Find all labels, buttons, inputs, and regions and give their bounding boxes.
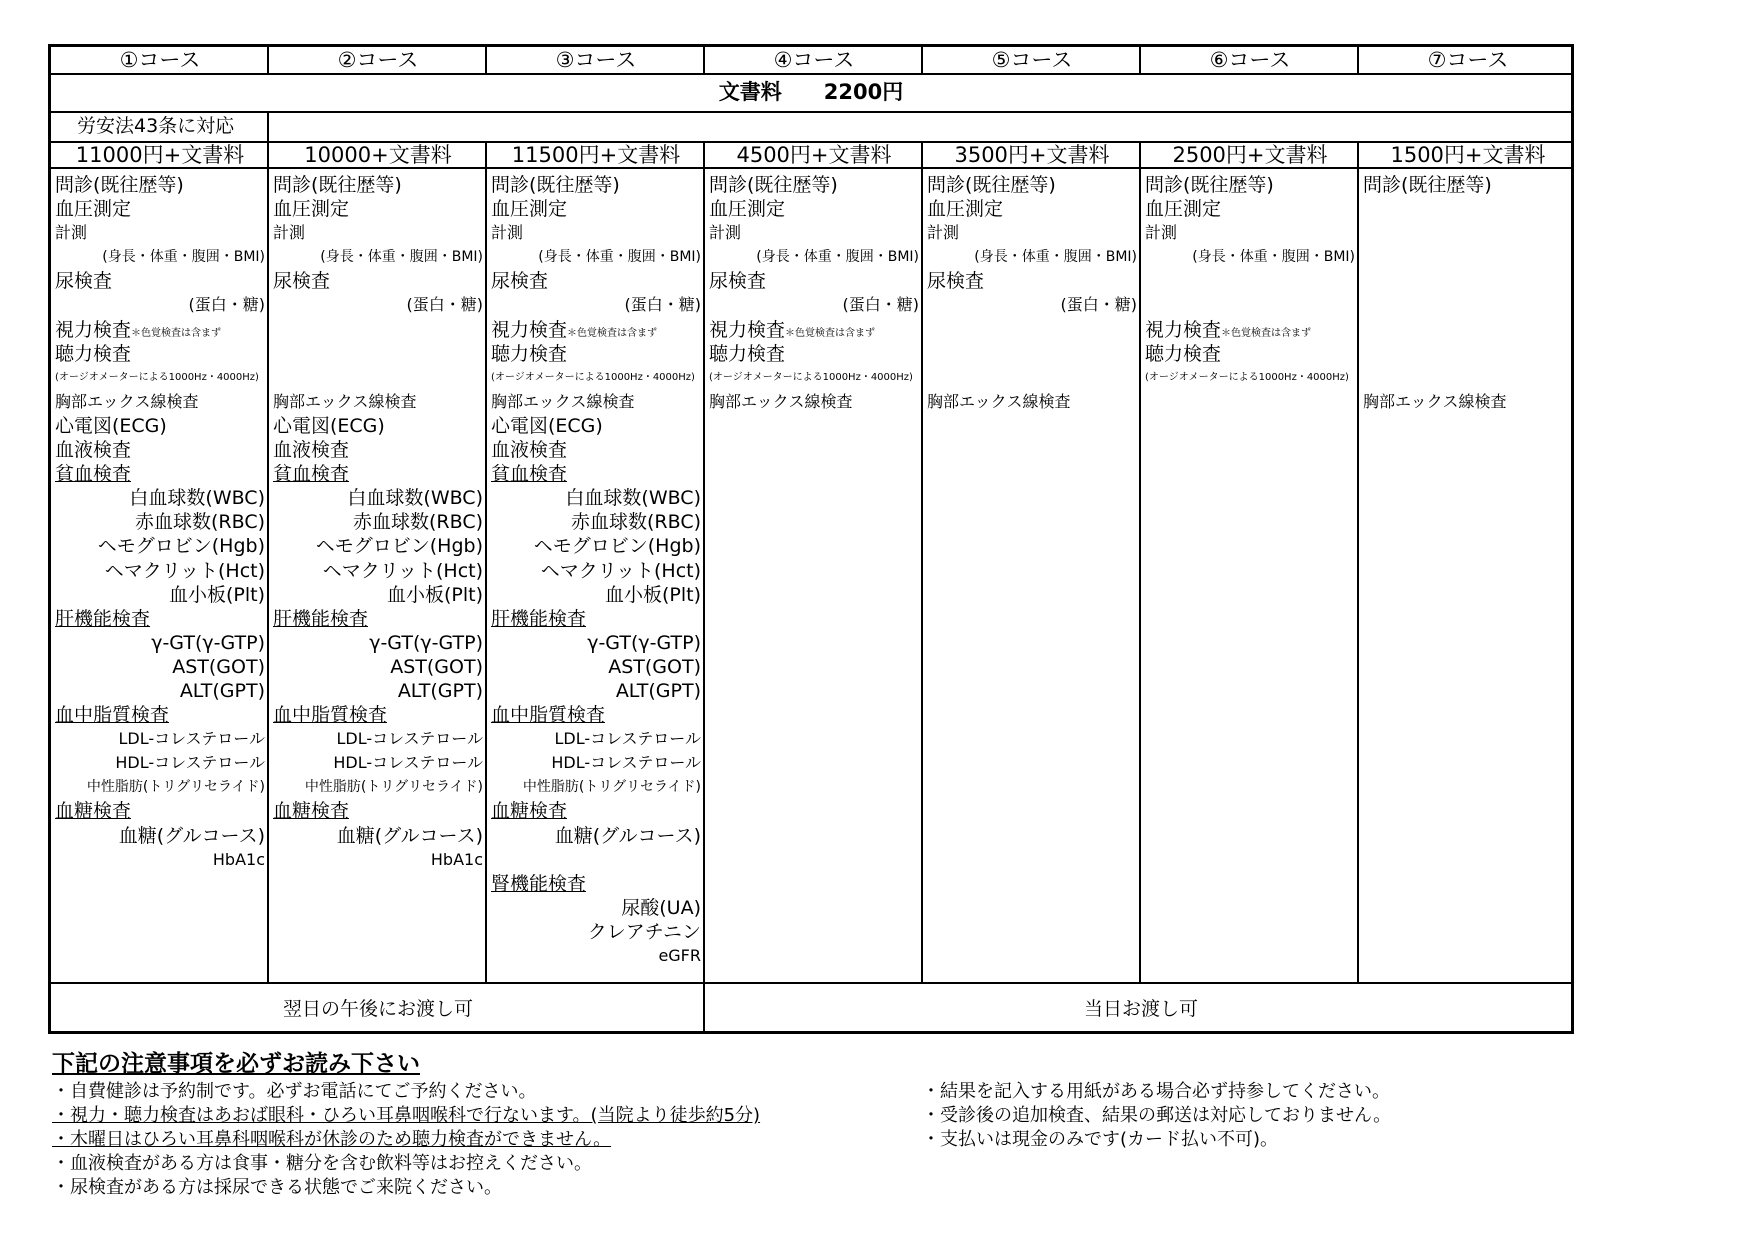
exam-item	[491, 221, 701, 245]
exam-list-course-1	[51, 169, 269, 972]
exam-item	[491, 173, 701, 197]
exam-item	[491, 510, 701, 534]
exam-item	[273, 848, 483, 872]
note-line: ・受診後の追加検査、結果の郵送は対応しておりません。	[922, 1105, 1392, 1126]
exam-item-label: ヘモグロビン(Hgb)	[97, 535, 265, 558]
exam-item-label: 尿酸(UA)	[621, 896, 701, 919]
exam-item	[55, 390, 265, 414]
exam-item	[55, 824, 265, 848]
exam-item	[55, 751, 265, 775]
exam-item-label: (オージオメーターによる1000Hz・4000Hz)	[709, 371, 913, 383]
exam-item-label: 血糖検査	[55, 800, 132, 823]
exam-item	[55, 221, 265, 245]
exam-item	[55, 366, 265, 390]
exam-item-label: 血小板(Plt)	[168, 583, 265, 606]
exam-item-label: LDL-コレステロール	[336, 729, 483, 749]
exam-item	[1145, 269, 1355, 293]
exam-item	[55, 318, 265, 342]
exam-item	[491, 631, 701, 655]
exam-item	[55, 775, 265, 799]
note-line: ・尿検査がある方は採尿できる状態でご来院ください。	[52, 1177, 502, 1198]
exam-item-label: 血液検査	[55, 439, 132, 462]
exam-item-label: 血糖(グルコース)	[118, 824, 265, 847]
document-fee: 文書料 2200円	[718, 80, 904, 104]
exam-item	[491, 269, 701, 293]
exam-item	[491, 920, 701, 944]
exam-item	[273, 462, 483, 486]
exam-item	[273, 679, 483, 703]
exam-item-label: 白血球数(WBC)	[129, 487, 265, 510]
exam-item-label: 肝機能検査	[491, 607, 587, 630]
exam-item-label: 計測	[273, 223, 306, 243]
exam-item-label: 問診(既往歴等)	[709, 174, 838, 196]
exam-item	[1363, 366, 1573, 390]
exam-item-label: 尿検査	[709, 270, 767, 293]
exam-item-label: 中性脂肪(トリグリセライド)	[86, 779, 265, 796]
exam-item	[927, 269, 1137, 293]
exam-item-label: (身長・体重・腹囲・BMI)	[320, 249, 483, 266]
exam-item-label: γ-GT(γ-GTP)	[151, 631, 265, 654]
exam-item-label: 血小板(Plt)	[386, 583, 483, 606]
exam-item-label: HDL-コレステロール	[333, 753, 483, 773]
exam-item	[491, 679, 701, 703]
exam-item	[1363, 390, 1573, 414]
exam-item	[273, 824, 483, 848]
exam-item-label: (蛋白・糖)	[406, 295, 483, 315]
note-line: ・自費健診は予約制です。必ずお電話にてご予約ください。	[52, 1081, 537, 1102]
law-note: 労安法43条に対応	[77, 115, 235, 137]
exam-item-label: HDL-コレステロール	[551, 753, 701, 773]
exam-item-label: 胸部エックス線検査	[55, 391, 199, 411]
exam-item	[55, 342, 265, 366]
note-line: ・視力・聴力検査はあおば眼科・ひろい耳鼻咽喉科で行ないます。(当院より徒歩約5分)	[52, 1105, 761, 1126]
exam-item	[55, 848, 265, 872]
exam-item	[273, 318, 483, 342]
exam-item	[491, 366, 701, 390]
exam-item-label: 尿検査	[927, 270, 985, 293]
exam-item	[927, 342, 1137, 366]
exam-item-label: 胸部エックス線検査	[491, 391, 635, 411]
exam-item-label: 中性脂肪(トリグリセライド)	[304, 779, 483, 796]
exam-item-label: 計測	[709, 223, 742, 243]
exam-item	[709, 173, 919, 197]
exam-item	[273, 366, 483, 390]
exam-item-label: (オージオメーターによる1000Hz・4000Hz)	[55, 371, 259, 383]
exam-item	[491, 703, 701, 727]
exam-item-label: 血圧測定	[927, 198, 1004, 221]
exam-item	[273, 727, 483, 751]
note-line: ・木曜日はひろい耳鼻科咽喉科が休診のため聴力検査ができません。	[52, 1129, 612, 1150]
exam-item-label: 白血球数(WBC)	[565, 487, 701, 510]
exam-item-label: 血液検査	[273, 439, 350, 462]
exam-item	[1145, 173, 1355, 197]
exam-item	[55, 631, 265, 655]
exam-item-label: 聴力検査	[1145, 342, 1222, 365]
exam-item	[55, 583, 265, 607]
exam-item	[491, 342, 701, 366]
price-course-5: 3500円+文書料	[954, 143, 1110, 167]
exam-item	[55, 462, 265, 486]
exam-item-label: 血糖(グルコース)	[554, 824, 701, 847]
exam-item-label: eGFR	[658, 946, 701, 965]
exam-item	[709, 342, 919, 366]
exam-item-label: 計測	[1145, 223, 1178, 243]
exam-item-label: 腎機能検査	[491, 872, 587, 895]
exam-item-label: LDL-コレステロール	[554, 729, 701, 749]
exam-list-course-3	[487, 169, 705, 972]
exam-item	[273, 390, 483, 414]
price-course-2: 10000+文書料	[304, 143, 452, 167]
exam-list-course-7	[1359, 169, 1577, 972]
exam-item	[273, 414, 483, 438]
exam-item	[273, 510, 483, 534]
exam-item	[927, 197, 1137, 221]
notes-right-list	[922, 1080, 1391, 1152]
exam-item-label: 聴力検査	[709, 342, 786, 365]
exam-item-label: 血圧測定	[1145, 198, 1222, 221]
row-divider	[51, 73, 1571, 75]
exam-item-label: 尿検査	[273, 270, 331, 293]
exam-item-label: 血糖検査	[273, 800, 350, 823]
course-header-2: ②コース	[337, 48, 419, 72]
exam-item	[1145, 318, 1355, 342]
exam-item-label: AST(GOT)	[390, 655, 483, 678]
exam-item	[491, 390, 701, 414]
exam-item	[491, 824, 701, 848]
course-header-3: ③コース	[555, 48, 637, 72]
exam-item	[273, 583, 483, 607]
exam-item-label: ALT(GPT)	[615, 679, 701, 702]
exam-item-label: 血圧測定	[491, 198, 568, 221]
exam-item	[55, 534, 265, 558]
exam-item-label: AST(GOT)	[608, 655, 701, 678]
row-divider	[51, 982, 1571, 984]
exam-item	[709, 197, 919, 221]
exam-item	[927, 293, 1137, 317]
exam-item-label: 白血球数(WBC)	[347, 487, 483, 510]
exam-item	[55, 269, 265, 293]
exam-item	[55, 486, 265, 510]
course-header-6: ⑥コース	[1209, 48, 1291, 72]
exam-item-label: γ-GT(γ-GTP)	[369, 631, 483, 654]
exam-item-note: ＊色覚検査は含まず	[131, 327, 222, 339]
exam-item	[709, 366, 919, 390]
exam-item	[273, 534, 483, 558]
exam-item-label: ヘモグロビン(Hgb)	[533, 535, 701, 558]
exam-item-label: 赤血球数(RBC)	[135, 511, 265, 534]
exam-item	[491, 607, 701, 631]
exam-item-label: 血中脂質検査	[55, 704, 170, 727]
exam-item-label: (身長・体重・腹囲・BMI)	[538, 249, 701, 266]
exam-item-label: 血液検査	[491, 439, 568, 462]
exam-item-label: AST(GOT)	[172, 655, 265, 678]
exam-item-label: 視力検査	[55, 318, 132, 341]
exam-item-label: 胸部エックス線検査	[927, 391, 1071, 411]
delivery-same-day: 当日お渡し可	[1083, 998, 1198, 1020]
exam-item-note: ＊色覚検査は含まず	[1221, 327, 1312, 339]
course-table	[48, 44, 1574, 1034]
exam-item	[55, 245, 265, 269]
delivery-next-day: 翌日の午後にお渡し可	[282, 998, 473, 1020]
exam-item	[273, 703, 483, 727]
price-course-4: 4500円+文書料	[736, 143, 892, 167]
course-header-5: ⑤コース	[991, 48, 1073, 72]
exam-item-label: (身長・体重・腹囲・BMI)	[974, 249, 1137, 266]
exam-item	[1363, 197, 1573, 221]
exam-item	[273, 197, 483, 221]
exam-item	[491, 486, 701, 510]
notes-left-list	[52, 1080, 760, 1200]
exam-item-label: LDL-コレステロール	[118, 729, 265, 749]
exam-list-course-2	[269, 169, 487, 972]
exam-item	[927, 221, 1137, 245]
exam-item-label: 尿検査	[55, 270, 113, 293]
exam-item	[709, 293, 919, 317]
exam-item	[709, 269, 919, 293]
exam-item-label: (身長・体重・腹囲・BMI)	[102, 249, 265, 266]
exam-item-label: ヘマクリット(Hct)	[104, 559, 265, 582]
exam-item-label: 視力検査	[709, 318, 786, 341]
exam-item	[273, 269, 483, 293]
exam-item-label: 計測	[55, 223, 88, 243]
exam-item-label: 胸部エックス線検査	[709, 391, 853, 411]
exam-item-label: 血中脂質検査	[273, 704, 388, 727]
exam-item	[1145, 245, 1355, 269]
exam-item-label: 計測	[927, 223, 960, 243]
exam-item-label: 血圧測定	[709, 198, 786, 221]
exam-item-label: (蛋白・糖)	[624, 295, 701, 315]
exam-item	[491, 293, 701, 317]
exam-item-label: 肝機能検査	[55, 607, 151, 630]
exam-item	[927, 318, 1137, 342]
col-divider	[267, 111, 269, 141]
exam-item-label: 問診(既往歴等)	[273, 174, 402, 196]
exam-item	[709, 221, 919, 245]
exam-item-label: 肝機能検査	[273, 607, 369, 630]
exam-item	[491, 655, 701, 679]
exam-item	[1363, 342, 1573, 366]
exam-item-label: ヘマクリット(Hct)	[322, 559, 483, 582]
exam-item-label: 血糖(グルコース)	[336, 824, 483, 847]
exam-item	[273, 221, 483, 245]
exam-item	[273, 173, 483, 197]
exam-list-course-4	[705, 169, 923, 972]
exam-item	[273, 607, 483, 631]
exam-item	[1363, 221, 1573, 245]
course-header-7: ⑦コース	[1427, 48, 1509, 72]
exam-item	[1145, 342, 1355, 366]
exam-item	[927, 366, 1137, 390]
exam-item-label: 血圧測定	[273, 198, 350, 221]
exam-list-course-6	[1141, 169, 1359, 972]
exam-item-label: 血圧測定	[55, 198, 132, 221]
exam-item	[273, 342, 483, 366]
exam-list-course-5	[923, 169, 1141, 972]
exam-item	[55, 703, 265, 727]
exam-item	[1363, 245, 1573, 269]
exam-item-label: 視力検査	[1145, 318, 1222, 341]
note-line: ・支払いは現金のみです(カード払い不可)。	[922, 1129, 1279, 1150]
exam-item	[491, 944, 701, 968]
exam-item	[273, 245, 483, 269]
exam-item-label: 問診(既往歴等)	[491, 174, 620, 196]
exam-item	[55, 727, 265, 751]
exam-item-label: 血糖検査	[491, 800, 568, 823]
exam-item-label: 胸部エックス線検査	[273, 391, 417, 411]
exam-item-label: 問診(既往歴等)	[927, 174, 1056, 196]
exam-item	[55, 607, 265, 631]
exam-item-label: 中性脂肪(トリグリセライド)	[522, 779, 701, 796]
exam-item-label: 赤血球数(RBC)	[571, 511, 701, 534]
exam-item	[491, 799, 701, 823]
exam-item-label: ALT(GPT)	[397, 679, 483, 702]
exam-item	[709, 318, 919, 342]
exam-item-label: HbA1c	[430, 849, 483, 869]
exam-item-label: 心電図(ECG)	[55, 414, 167, 437]
exam-item	[273, 799, 483, 823]
exam-item	[1145, 197, 1355, 221]
exam-item	[55, 438, 265, 462]
exam-item	[491, 583, 701, 607]
exam-item-label: 心電図(ECG)	[273, 414, 385, 437]
exam-item	[1363, 293, 1573, 317]
exam-item	[55, 197, 265, 221]
exam-item-label: クレアチニン	[587, 920, 701, 943]
price-course-3: 11500円+文書料	[511, 143, 681, 167]
note-line: ・結果を記入する用紙がある場合必ず持参してください。	[922, 1081, 1390, 1102]
note-line: ・血液検査がある方は食事・糖分を含む飲料等はお控えください。	[52, 1153, 592, 1174]
exam-item-label: 心電図(ECG)	[491, 414, 603, 437]
exam-item	[927, 173, 1137, 197]
exam-item-label: (オージオメーターによる1000Hz・4000Hz)	[1145, 371, 1349, 383]
price-course-1: 11000円+文書料	[75, 143, 245, 167]
exam-item	[491, 751, 701, 775]
exam-item-label: 聴力検査	[55, 342, 132, 365]
exam-item	[491, 438, 701, 462]
exam-item-label: 問診(既往歴等)	[1363, 174, 1492, 196]
exam-item	[273, 438, 483, 462]
exam-item	[55, 173, 265, 197]
exam-item	[273, 655, 483, 679]
exam-item	[1145, 366, 1355, 390]
exam-item-label: 赤血球数(RBC)	[353, 511, 483, 534]
exam-item-label: 血小板(Plt)	[604, 583, 701, 606]
exam-item-note: ＊色覚検査は含まず	[567, 327, 658, 339]
exam-item	[1145, 221, 1355, 245]
exam-item	[491, 318, 701, 342]
exam-item-label: 問診(既往歴等)	[1145, 174, 1274, 196]
exam-item-label: ALT(GPT)	[179, 679, 265, 702]
exam-item-label: (蛋白・糖)	[1060, 295, 1137, 315]
exam-item	[491, 534, 701, 558]
exam-item-label: 血中脂質検査	[491, 704, 606, 727]
exam-item-label: (蛋白・糖)	[842, 295, 919, 315]
price-course-6: 2500円+文書料	[1172, 143, 1328, 167]
exam-item	[491, 775, 701, 799]
exam-item	[491, 197, 701, 221]
exam-item	[927, 390, 1137, 414]
exam-item	[491, 245, 701, 269]
exam-item	[55, 414, 265, 438]
exam-item	[1363, 318, 1573, 342]
course-header-1: ①コース	[119, 48, 201, 72]
exam-item	[491, 559, 701, 583]
exam-item	[491, 872, 701, 896]
exam-item-label: HbA1c	[212, 849, 265, 869]
exam-item	[709, 390, 919, 414]
exam-item-label: HDL-コレステロール	[115, 753, 265, 773]
exam-item	[1363, 269, 1573, 293]
exam-item	[273, 293, 483, 317]
exam-item-label: ヘマクリット(Hct)	[540, 559, 701, 582]
exam-item	[55, 293, 265, 317]
exam-item	[709, 245, 919, 269]
exam-item-label: 貧血検査	[55, 463, 132, 486]
exam-item-label: (身長・体重・腹囲・BMI)	[756, 249, 919, 266]
price-course-7: 1500円+文書料	[1390, 143, 1546, 167]
exam-item	[927, 245, 1137, 269]
exam-item-label: (オージオメーターによる1000Hz・4000Hz)	[491, 371, 695, 383]
notes-title: 下記の注意事項を必ずお読み下さい	[52, 1051, 420, 1077]
exam-item	[55, 679, 265, 703]
exam-item	[55, 559, 265, 583]
exam-item	[55, 510, 265, 534]
exam-item-label: 計測	[491, 223, 524, 243]
exam-item	[273, 631, 483, 655]
notes-section	[52, 1050, 1512, 1198]
exam-item	[491, 896, 701, 920]
exam-item-note: ＊色覚検査は含まず	[785, 327, 876, 339]
exam-item	[273, 751, 483, 775]
exam-item-label: 問診(既往歴等)	[55, 174, 184, 196]
exam-item	[1363, 173, 1573, 197]
exam-item	[55, 655, 265, 679]
exam-item-label: (身長・体重・腹囲・BMI)	[1192, 249, 1355, 266]
exam-item-label: 貧血検査	[273, 463, 350, 486]
exam-item-label: 胸部エックス線検査	[1363, 391, 1507, 411]
exam-item-label: 視力検査	[491, 318, 568, 341]
exam-item	[1145, 293, 1355, 317]
course-header-4: ④コース	[773, 48, 855, 72]
exam-item	[273, 559, 483, 583]
exam-item-label: (蛋白・糖)	[188, 295, 265, 315]
exam-item-label: 貧血検査	[491, 463, 568, 486]
exam-item	[491, 462, 701, 486]
exam-item	[55, 799, 265, 823]
exam-item	[273, 486, 483, 510]
exam-item	[491, 727, 701, 751]
exam-item-label: ヘモグロビン(Hgb)	[315, 535, 483, 558]
exam-item	[273, 775, 483, 799]
exam-item-label: 尿検査	[491, 270, 549, 293]
exam-item-label: 聴力検査	[491, 342, 568, 365]
row-divider	[51, 111, 1571, 113]
exam-item	[491, 848, 701, 872]
exam-item	[491, 414, 701, 438]
exam-item-label: γ-GT(γ-GTP)	[587, 631, 701, 654]
